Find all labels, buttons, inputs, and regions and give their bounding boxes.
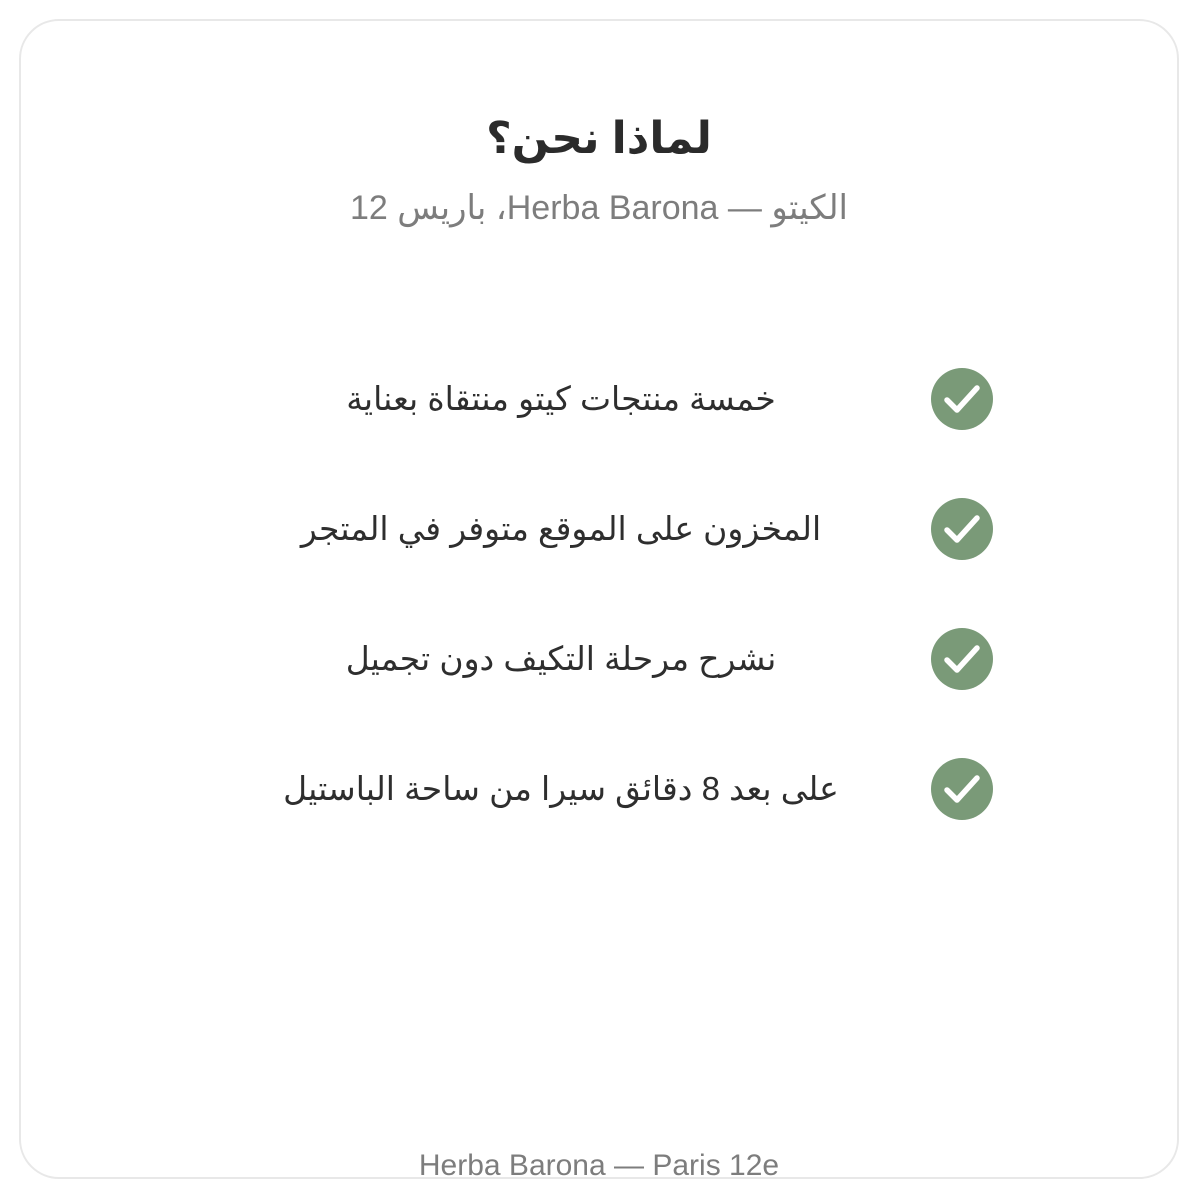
feature-item [21, 497, 1177, 561]
footer-text: Herba Barona — Paris 12e [418, 1149, 780, 1182]
feature-text: المخزون على الموقع متوفر في المتجر [300, 510, 822, 547]
check-circle-icon [931, 498, 993, 560]
card [19, 19, 1179, 1182]
check-circle-icon [931, 368, 993, 430]
feature-text: خمسة منتجات كيتو منتقاة بعناية [346, 380, 776, 417]
check-circle-icon [931, 758, 993, 820]
page-subtitle: الكيتو — Herba Barona، باريس 12 [350, 189, 848, 227]
page-title: لماذا نحن؟ [486, 114, 712, 163]
feature-item [21, 627, 1177, 691]
feature-item [21, 367, 1177, 431]
check-circle-icon [931, 628, 993, 690]
feature-text: نشرح مرحلة التكيف دون تجميل [345, 640, 777, 677]
feature-item [21, 757, 1177, 821]
feature-text: على بعد 8 دقائق سيرا من ساحة الباستيل [283, 770, 839, 807]
